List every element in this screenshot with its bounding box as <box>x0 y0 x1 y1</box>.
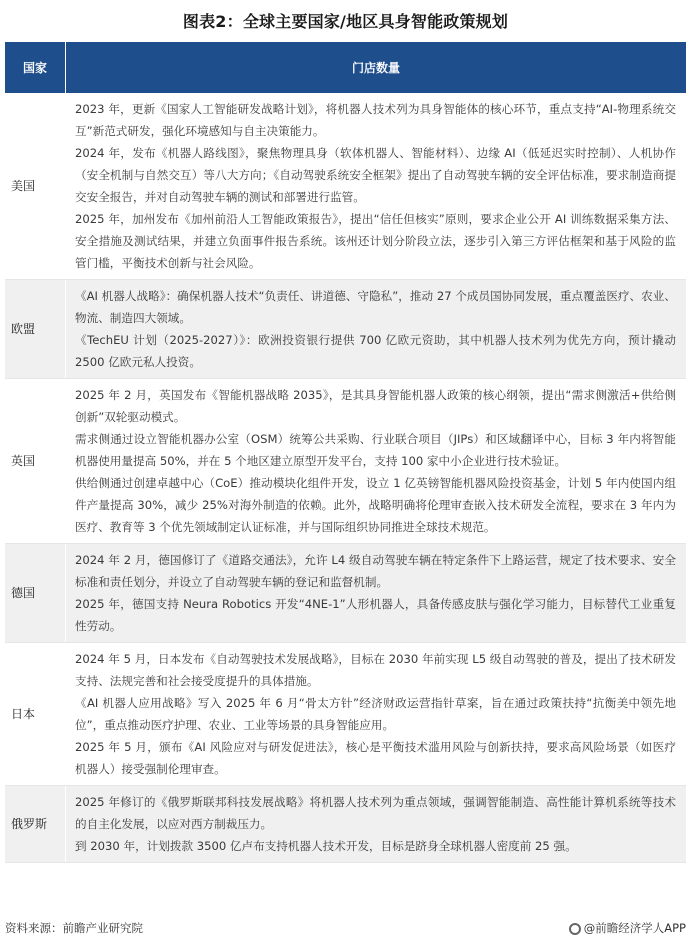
policy-cell <box>66 544 687 643</box>
table-header-row <box>5 42 686 93</box>
brand-credit <box>569 920 686 936</box>
chart-title: 图表2：全球主要国家/地区具身智能政策规划 <box>182 12 509 31</box>
policy-paragraph: 供给侧通过创建卓越中心（CoE）推动模块化组件开发，设立 1 亿英镑智能机器风险投资基金，计划 5 年内使国内组件产量提高 30%，减少 25%对海外制造的依赖。此外，战略明确将伦理审查嵌入技术研发全流程，要求在 3 年内为医疗、教育等 3 个优先领域制定认证标准，并与国际组织协同推进全球技术规范。 <box>75 476 676 534</box>
policy-paragraph: 2025 年 2 月，英国发布《智能机器战略 2035》，是其具身智能机器人政策的核心纲领，提出“需求侧激活+供给侧创新”双轮驱动模式。 <box>75 388 676 424</box>
country-cell: 俄罗斯 <box>5 786 66 863</box>
policy-cell <box>66 379 687 544</box>
policy-paragraph: 2025 年 5 月，颁布《AI 风险应对与研发促进法》，核心是平衡技术滥用风险与创新扶持，要求高风险场景（如医疗机器人）接受强制伦理审查。 <box>75 740 676 776</box>
policy-paragraph: 2024 年 2 月，德国修订了《道路交通法》，允许 L4 级自动驾驶车辆在特定条件下上路运营，规定了技术要求、安全标准和责任划分，并设立了自动驾驶车辆的登记和监督机制。 <box>75 553 676 589</box>
policy-cell <box>66 280 687 379</box>
table-row <box>5 280 686 379</box>
footer <box>5 914 686 942</box>
policy-paragraph: 2025 年，德国支持 Neura Robotics 开发“4NE-1”人形机器人，具备传感皮肤与强化学习能力，目标替代工业重复性劳动。 <box>75 597 676 633</box>
country-cell: 英国 <box>5 379 66 544</box>
policy-cell <box>66 786 687 863</box>
table-row <box>5 379 686 544</box>
policy-cell <box>66 93 687 280</box>
policy-paragraph: 2025 年，加州发布《加州前沿人工智能政策报告》，提出“信任但核实”原则，要求企业公开 AI 训练数据采集方法、安全措施及测试结果，并建立负面事件报告系统。该州还计划分阶段立法，逐步引入第三方评估框架和基于风险的监管门槛，平衡技术创新与社会风险。 <box>75 212 676 270</box>
policy-paragraph: 需求侧通过设立智能机器办公室（OSM）统筹公共采购、行业联合项目（JIPs）和区域翻译中心，目标 3 年内将智能机器使用量提高 50%，并在 5 个地区建立原型开发平台，支持 100 家中小企业进行技术验证。 <box>75 432 676 468</box>
header-country: 国家 <box>5 42 66 93</box>
table-row <box>5 643 686 786</box>
policy-paragraph: 《AI 机器人应用战略》写入 2025 年 6 月“骨太方针”经济财政运营指针草案，旨在通过政策扶持“抗衡美中领先地位”，重点推动医疗护理、农业、工业等场景的具身智能应用。 <box>75 696 676 732</box>
policy-cell <box>66 643 687 786</box>
source-note: 资料来源：前瞻产业研究院 <box>5 921 143 935</box>
table-body <box>5 93 686 863</box>
policy-paragraph: 2023 年，更新《国家人工智能研发战略计划》，将机器人技术列为具身智能体的核心环节，重点支持“AI-物理系统交互”新范式研发，强化环境感知与自主决策能力。 <box>75 102 676 138</box>
brand-text: @前瞻经济学人APP <box>583 921 686 935</box>
policy-paragraph: 2024 年，发布《机器人路线图》，聚焦物理具身（软体机器人、智能材料）、边缘 AI（低延迟实时控制）、人机协作（安全机制与自然交互）等八大方向；《自动驾驶系统安全框架》提出了自动驾驶车辆的安全评估标准，要求制造商提交安全报告，并对自动驾驶车辆的测试和部署进行监管。 <box>75 146 676 204</box>
country-cell: 欧盟 <box>5 280 66 379</box>
country-cell: 德国 <box>5 544 66 643</box>
table-row <box>5 544 686 643</box>
policy-paragraph: 《TechEU 计划（2025-2027）》：欧洲投资银行提供 700 亿欧元资助，其中机器人技术列为优先方向，预计撬动 2500 亿欧元私人投资。 <box>75 333 676 369</box>
table-row <box>5 786 686 863</box>
policy-paragraph: 2024 年 5 月，日本发布《自动驾驶技术发展战略》，目标在 2030 年前实现 L5 级自动驾驶的普及，提出了技术研发支持、法规完善和社会接受度提升的具体措施。 <box>75 652 676 688</box>
policy-paragraph: 《AI 机器人战略》：确保机器人技术“负责任、讲道德、守隐私”，推动 27 个成员国协同发展，重点覆盖医疗、农业、物流、制造四大领域。 <box>75 289 676 325</box>
table-row <box>5 93 686 280</box>
policy-paragraph: 到 2030 年，计划拨款 3500 亿卢布支持机器人技术开发，目标是跻身全球机器人密度前 25 强。 <box>75 839 577 853</box>
header-content: 门店数量 <box>66 42 687 93</box>
policy-paragraph: 2025 年修订的《俄罗斯联邦科技发展战略》将机器人技术列为重点领域，强调智能制造、高性能计算机系统等技术的自主化发展，以应对西方制裁压力。 <box>75 795 676 831</box>
qianzhan-logo-icon <box>569 923 581 935</box>
country-cell: 美国 <box>5 93 66 280</box>
country-cell: 日本 <box>5 643 66 786</box>
policy-table <box>5 42 686 863</box>
